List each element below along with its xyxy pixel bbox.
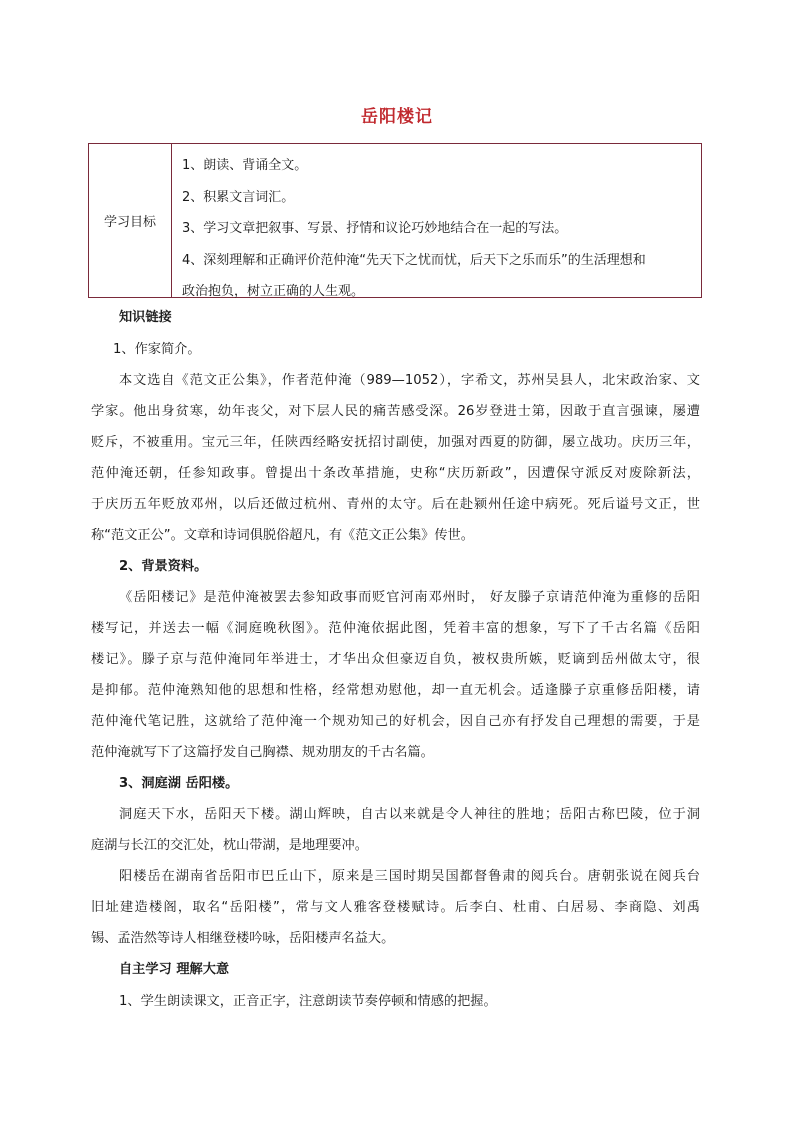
goal-item: 3、学习文章把叙事、写景、抒情和议论巧妙地结合在一起的写法。 — [182, 221, 568, 236]
paragraph-line: 是抑郁。范仲淹熟知他的思想和性格，经常想劝慰他，却一直无机会。适逢滕子京重修岳阳楼，请 — [91, 683, 700, 698]
goal-item: 2、积累文言词汇。 — [182, 189, 295, 205]
paragraph-line: 锡、孟浩然等诗人相继登楼吟咏，岳阳楼声名益大。 — [91, 931, 395, 946]
paragraph-line: 本文选自《范文正公集》，作者范仲淹（989—1052），字希文，苏州吴县人，北宋政治家、文 — [119, 373, 700, 388]
document-title: 岳阳楼记 — [361, 107, 433, 127]
goals-label: 学习目标 — [89, 144, 172, 297]
paragraph-line: 《岳阳楼记》是范仲淹被罢去参知政事而贬官河南邓州时， 好友滕子京请范仲淹为重修的岳阳 — [119, 590, 700, 605]
goal-item: 1、朗读、背诵全文。 — [182, 158, 308, 173]
paragraph-line: 洞庭天下水，岳阳天下楼。湖山辉映，自古以来就是令人神往的胜地；岳阳古称巴陵，位于洞 — [119, 807, 700, 822]
paragraph-line: 范仲淹代笔记胜，这就给了范仲淹一个规劝知己的好机会，因自己亦有抒发自己理想的需要，于是 — [91, 714, 700, 729]
subsection-heading: 1、作家简介。 — [113, 342, 201, 357]
goal-item: 政治抱负，树立正确的人生观。 — [182, 284, 365, 299]
paragraph-line: 于庆历五年贬放邓州，以后还做过杭州、青州的太守。后在赴颍州任途中病死。死后谥号文正，世 — [91, 497, 700, 512]
subsection-heading: 3、洞庭湖 岳阳楼。 — [119, 776, 239, 791]
paragraph-line: 楼写记，并送去一幅《洞庭晚秋图》。范仲淹依据此图，凭着丰富的想象，写下了千古名篇《岳阳 — [91, 621, 700, 636]
paragraph-line: 范仲淹就写下了这篇抒发自己胸襟、规劝朋友的千古名篇。 — [91, 745, 434, 760]
learning-goals-table — [88, 143, 702, 298]
goals-list — [172, 144, 701, 297]
goal-item: 4、深刻理解和正确评价范仲淹“先天下之忧而忧，后天下之乐而乐”的生活理想和 — [182, 252, 646, 268]
paragraph-line: 阳楼岳在湖南省岳阳市巴丘山下，原来是三国时期吴国都督鲁肃的阅兵台。唐朝张说在阅兵台 — [119, 869, 700, 884]
paragraph-line: 1、学生朗读课文，正音正字，注意朗读节奏停顿和情感的把握。 — [119, 994, 497, 1009]
subsection-heading: 2、背景资料。 — [119, 559, 208, 574]
paragraph-line: 学家。他出身贫寒，幼年丧父，对下层人民的痛苦感受深。26岁登进士第，因敢于直言强谏，屡遭 — [91, 404, 700, 419]
paragraph-line: 庭湖与长江的交汇处，枕山带湖，是地理要冲。 — [91, 838, 368, 853]
paragraph-line: 贬斥，不被重用。宝元三年，任陕西经略安抚招讨副使，加强对西夏的防御，屡立战功。庆历三年， — [91, 435, 700, 450]
paragraph-line: 旧址建造楼阁，取名“岳阳楼”，常与文人雅客登楼赋诗。后李白、杜甫、白居易、李商隐、刘禹 — [91, 900, 700, 915]
paragraph-line: 范仲淹还朝，任参知政事。曾提出十条改革措施，史称“庆历新政”，因遭保守派反对废除新法， — [91, 466, 700, 481]
section-heading: 自主学习 理解大意 — [119, 962, 230, 977]
paragraph-line: 称“范文正公”。文章和诗词俱脱俗超凡，有《范文正公集》传世。 — [91, 528, 474, 543]
paragraph-line: 楼记》。滕子京与范仲淹同年举进士，才华出众但豪迈自负，被权贵所嫉，贬谪到岳州做太守，很 — [91, 652, 700, 667]
section-heading: 知识链接 — [119, 310, 172, 325]
